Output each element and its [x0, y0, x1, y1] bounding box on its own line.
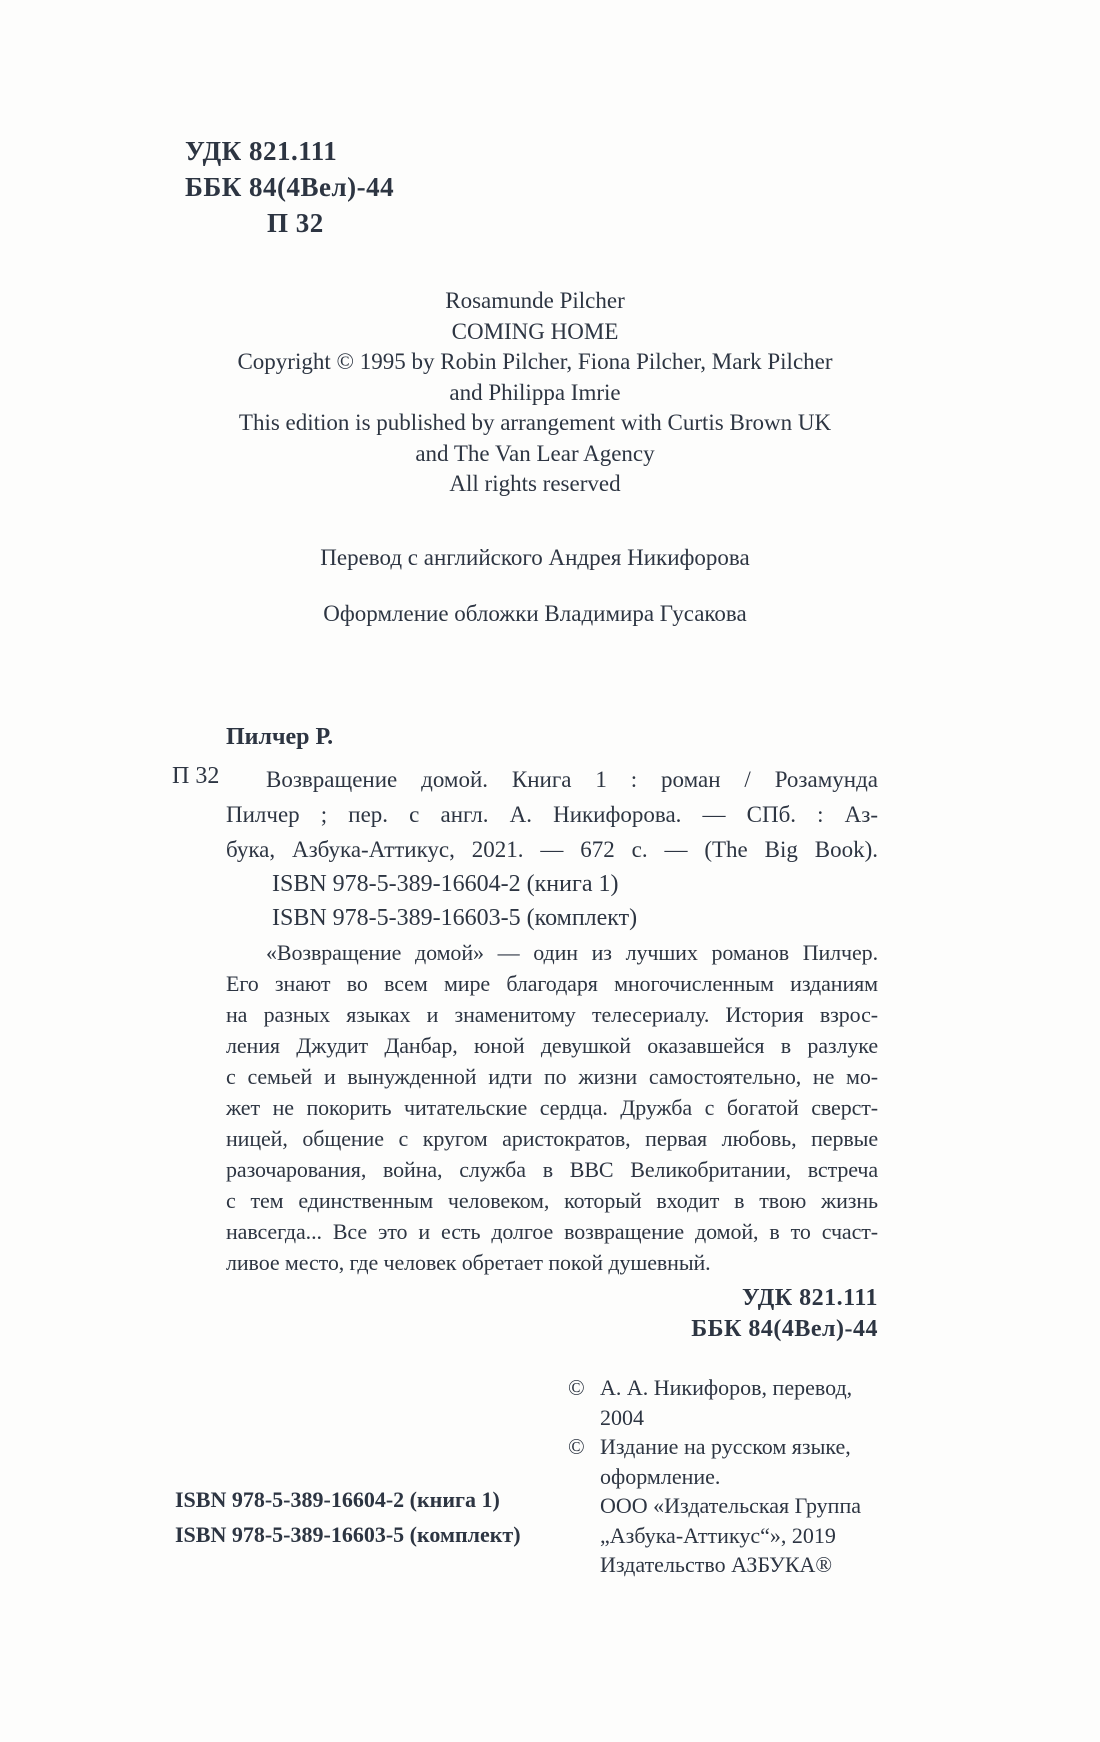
annotation-line: Его знают во всем мире благодаря многочисленным изданиям: [226, 971, 878, 996]
bottom-isbn-block: [175, 1482, 521, 1552]
english-copyright-line: Rosamunde Pilcher: [445, 288, 625, 313]
author-sign-code-top: П 32: [267, 208, 324, 238]
english-copyright-line: All rights reserved: [449, 471, 621, 496]
copyright-text-line: Издание на русском языке,: [600, 1434, 851, 1459]
annotation-line: жет не покорить читательские сердца. Дружба с богатой сверст-: [226, 1095, 878, 1120]
bbk-code-top: ББК 84(4Вел)-44: [185, 172, 395, 202]
copyright-text-line: ООО «Издательская Группа: [600, 1493, 861, 1518]
annotation-line: «Возвращение домой» — один из лучших романов Пилчер.: [266, 940, 878, 965]
english-copyright-line: and Philippa Imrie: [449, 379, 621, 405]
english-copyright-line: and The Van Lear Agency: [415, 440, 655, 466]
annotation-line: с тем единственным человеком, который входит в твою жизнь: [226, 1188, 878, 1213]
cover-design-credit: Оформление обложки Владимира Гусакова: [323, 601, 747, 626]
english-copyright-line: COMING HOME: [451, 318, 619, 344]
translation-credit: Перевод с английского Андрея Никифорова: [320, 545, 750, 570]
copyright-item-translation: [568, 1373, 898, 1432]
copyright-text-line: Издательство АЗБУКА®: [600, 1552, 833, 1577]
copyright-text-line: А. А. Никифоров, перевод, 2004: [600, 1375, 853, 1430]
book-annotation: [226, 937, 878, 1278]
bottom-isbn-line: ISBN 978-5-389-16604-2 (книга 1): [175, 1487, 500, 1512]
copyright-notices: [568, 1373, 898, 1580]
udk-code-right: УДК 821.111: [742, 1285, 878, 1311]
english-copyright-line: Copyright © 1995 by Robin Pilcher, Fiona Pilcher, Mark Pilcher: [237, 349, 833, 374]
catalog-entry-line: Возвращение домой. Книга 1 : роман / Розамунда: [266, 767, 878, 792]
catalog-entry-line: Пилчер ; пер. с англ. А. Никифорова. — СПб. : Аз-: [226, 802, 878, 827]
english-copyright-line: This edition is published by arrangement with Curtis Brown UK: [238, 410, 832, 435]
catalog-author-heading: Пилчер Р.: [226, 724, 334, 750]
catalog-isbn-line: ISBN 978-5-389-16604-2 (книга 1): [272, 871, 619, 897]
copyright-symbol: ©: [568, 1375, 585, 1400]
annotation-line: навсегда... Все это и есть долгое возвращение домой, в то счаст-: [226, 1219, 878, 1244]
catalog-isbn-line: ISBN 978-5-389-16603-5 (комплект): [272, 905, 638, 931]
annotation-line: ницей, общение с кругом аристократов, первая любовь, первые: [226, 1126, 878, 1151]
classification-codes-top: [185, 133, 394, 241]
annotation-line: ливое место, где человек обретает покой душевный.: [226, 1250, 711, 1275]
annotation-line: ления Джудит Данбар, юной девушкой оказавшейся в разлуке: [226, 1033, 878, 1058]
copyright-text-line: „Азбука-Аттикус“», 2019: [600, 1522, 836, 1548]
catalog-entry-code: П 32: [172, 763, 220, 789]
annotation-line: разочарования, война, служба в ВВС Великобритании, встреча: [226, 1157, 878, 1182]
udk-code-top: УДК 821.111: [185, 136, 338, 166]
classification-codes-right: [578, 1283, 878, 1345]
copyright-item-publisher: [568, 1432, 898, 1580]
catalog-isbn-block: [272, 867, 637, 935]
bottom-isbn-line: ISBN 978-5-389-16603-5 (комплект): [175, 1522, 521, 1547]
annotation-line: с семьей и вынужденной идти по жизни самостоятельно, не мо-: [226, 1064, 878, 1089]
catalog-entry-description: [226, 762, 878, 867]
copyright-text-line: оформление.: [600, 1463, 721, 1489]
bbk-code-right: ББК 84(4Вел)-44: [691, 1316, 878, 1342]
catalog-entry-line: бука, Азбука-Аттикус, 2021. — 672 с. — (The Big Book).: [226, 837, 878, 862]
annotation-line: на разных языках и знаменитому телесериалу. История взрос-: [226, 1002, 878, 1027]
english-copyright-block: [190, 286, 880, 500]
copyright-symbol: ©: [568, 1434, 585, 1459]
